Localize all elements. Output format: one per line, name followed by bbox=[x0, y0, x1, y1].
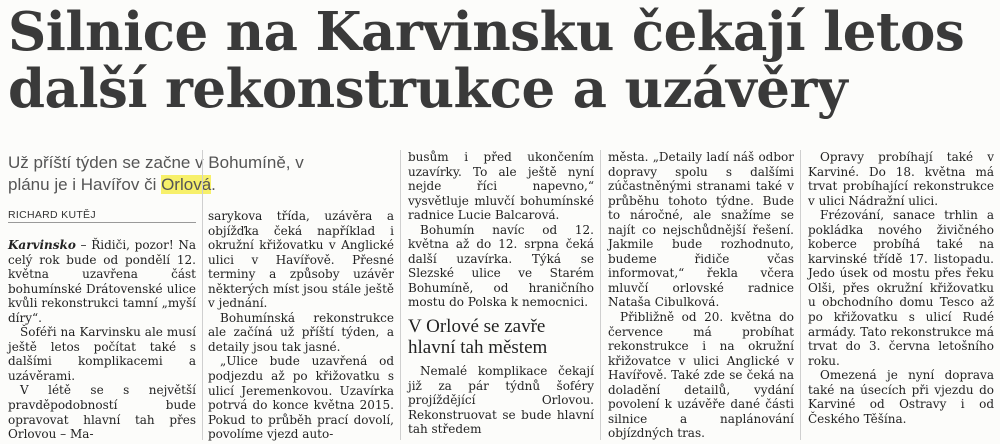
paragraph: V létě se s největší pravděpodobností bude opravovat hlavní tah přes Orlovou – Ma- bbox=[8, 383, 196, 442]
paragraph-text: – Řidiči, pozor! Na celý rok bude od pondělí 12. května uzavřena část bohumínské Drátovenské ulice kvůli rekonstrukci tamní „myší díry“. bbox=[8, 238, 196, 325]
subtitle-highlight: Orlová bbox=[161, 175, 212, 194]
paragraph: Nemalé komplikace čekají již za pár týdnů šoféry projíždějící Orlovou. Rekonstruovat se bude hlavní tah středem bbox=[408, 364, 594, 437]
column-divider bbox=[800, 150, 801, 440]
article-column-3 bbox=[408, 150, 594, 437]
paragraph: sarykova třída, uzávěra a objížďka čeká například i okružní křižovatku v Anglické ulici v Havířově. Přesné terminy a způsoby uzávěr některých míst jsou stále ještě v jednání. bbox=[208, 209, 394, 311]
dateline: Karvinsko bbox=[8, 238, 76, 252]
subtitle bbox=[8, 152, 308, 196]
section-subheading: V Orlové se zavře hlavní tah městem bbox=[408, 316, 548, 359]
paragraph: Přibližně od 20. května do července má probíhat rekonstrukce i na okružní křižovatce v ulici Anglické v Havířově. Také zde se čeká na doladění detailů, vydání povolení k uzávěře dané části silnice a naplánování objízdných tras. bbox=[608, 310, 794, 441]
byline: RICHARD KUTĚJ bbox=[8, 209, 96, 221]
paragraph: Opravy probíhají také v Karviné. Do 18. května má trvat probíhající rekonstrukce v ulici Nádražní ulici. bbox=[808, 150, 994, 208]
subtitle-end: . bbox=[211, 175, 216, 194]
paragraph: Šoféři na Karvinsku ale musí ještě letos počítat také s dalšími komplikacemi a uzávěrami. bbox=[8, 325, 196, 383]
paragraph: města. „Detaily ladí náš odbor dopravy spolu s dalšími zúčastněnými stranami také v průběhu tohoto týdne. Bude to náročné, ale snažíme se najít co nejschůdnější řešení. Jakmile bude rozhodnuto, budeme řidiče včas informovat,“ řekla včera mluvčí orlovské radnice Nataša Cibulková. bbox=[608, 150, 794, 310]
article-column-2 bbox=[208, 209, 394, 442]
column-divider bbox=[600, 150, 601, 440]
headline: Silnice na Karvinsku čekají letos další rekonstrukce a uzávěry bbox=[8, 1, 965, 120]
article-column-1 bbox=[8, 238, 196, 442]
column-divider bbox=[400, 150, 401, 440]
subtitle-text: Už příští týden se začne v Bohumíně, v plánu je i Havířov či bbox=[8, 153, 304, 194]
paragraph: Omezená je nyní doprava také na úsecích při vjezdu do Karviné od Ostravy i od Českého Těšína. bbox=[808, 368, 994, 426]
column-divider bbox=[202, 150, 203, 440]
paragraph: „Ulice bude uzavřená od podjezdu až po křižovatku s ulicí Jeremenkovou. Uzavírka potrvá do konce května 2015. Pokud to průběh prací dovolí, povolíme vjezd auto- bbox=[208, 354, 394, 442]
paragraph: Bohumín navíc od 12. května až do 12. srpna čeká další uzavírka. Týká se Slezské ulice ve Starém Bohumíně, od hraničního mostu do Polska k nemocnici. bbox=[408, 222, 594, 310]
paragraph: Bohumínská rekonstrukce ale začíná už příští týden, a detaily jsou tak jasné. bbox=[208, 310, 394, 354]
byline-divider bbox=[8, 222, 196, 223]
paragraph: Frézování, sanace trhlin a pokládka nového živičného koberce probíhá také na karvinské třídě 17. listopadu. Jedo úsek od mostu přes řeku Olši, přes okružní křižovatku u obchodního domu Tesco až po křižovatku s ulicí Rudé armády. Tato rekonstrukce má trvat do 3. června letošního roku. bbox=[808, 208, 994, 368]
article-column-4 bbox=[608, 150, 794, 441]
article-column-5 bbox=[808, 150, 994, 426]
paragraph: busům i před ukončením uzavírky. To ale ještě nyní nejde říci napevno,“ vysvětluje mluvčí bohumínské radnice Lucie Balcarová. bbox=[408, 150, 594, 223]
paragraph bbox=[8, 238, 196, 325]
